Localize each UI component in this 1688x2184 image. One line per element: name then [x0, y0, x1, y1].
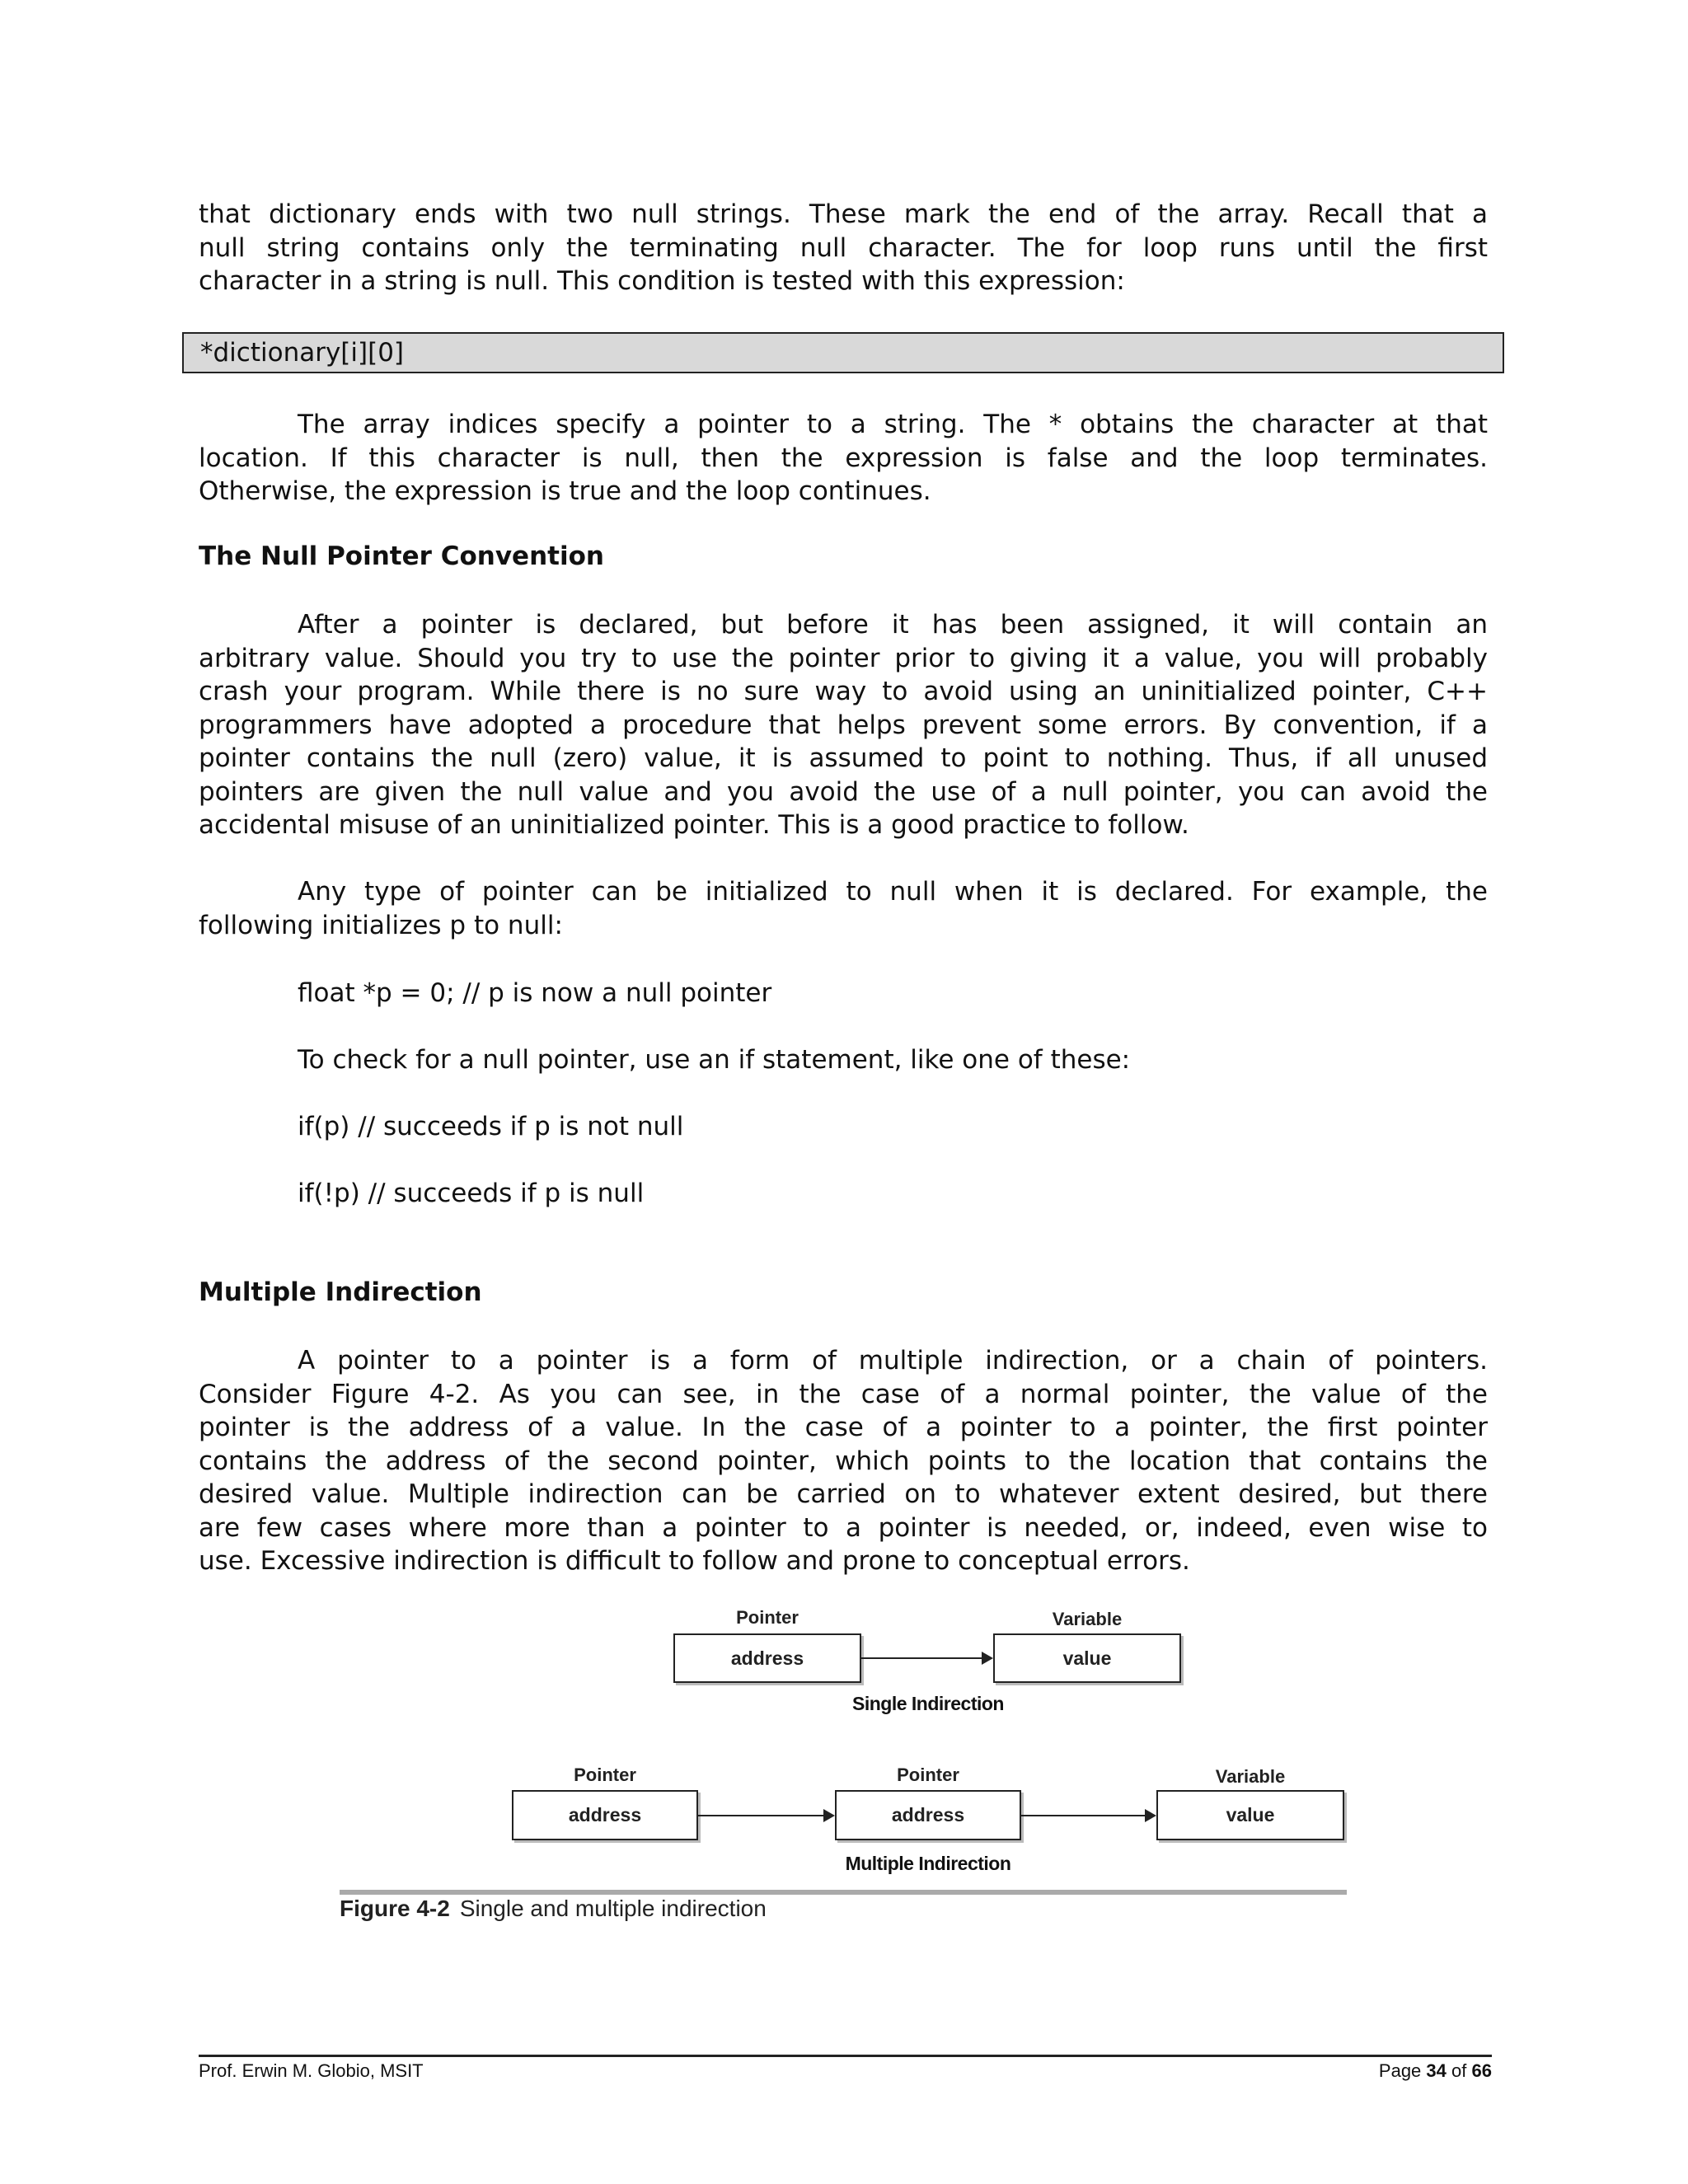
label-variable: Variable [1215, 1766, 1286, 1787]
text-line: pointer contains the null (zero) value, it is assumed to point to nothing. Thus, if all unused [199, 743, 1488, 773]
arrow-icon [861, 1657, 992, 1659]
text-line: The array indices specify a pointer to a string. The * obtains the character at that [298, 410, 1488, 439]
section-heading-null-pointer: The Null Pointer Convention [199, 541, 604, 571]
figure-number: Figure 4-2 [340, 1896, 450, 1921]
text-line: crash your program. While there is no sure way to avoid using an uninitialized pointer, C++ [199, 677, 1488, 706]
label-variable: Variable [1052, 1609, 1123, 1629]
pointer-box: address [835, 1790, 1021, 1840]
figure-rule [340, 1890, 1347, 1895]
text-line: After a pointer is declared, but before it has been assigned, it will contain an [298, 610, 1488, 640]
footer-page-number [1379, 2060, 1492, 2082]
text-line: Any type of pointer can be initialized to null when it is declared. For example, the [298, 877, 1488, 907]
code-float-null: float *p = 0; // p is now a null pointer [298, 978, 772, 1008]
variable-box: value [993, 1633, 1181, 1683]
code-if-not-p: if(!p) // succeeds if p is null [298, 1179, 645, 1208]
text-line: accidental misuse of an uninitialized pointer. This is a good practice to follow. [199, 810, 1189, 840]
code-if-p: if(p) // succeeds if p is not null [298, 1112, 684, 1141]
text-line: A pointer to a pointer is a form of multiple indirection, or a chain of pointers. [298, 1346, 1488, 1376]
text-line: that dictionary ends with two null strings. These mark the end of the array. Recall that a [199, 199, 1488, 229]
label-pointer: Pointer [897, 1765, 959, 1785]
text-line: location. If this character is null, then the expression is false and the loop terminates. [199, 443, 1488, 473]
paragraph-initialize-null [199, 875, 1488, 942]
pointer-box: address [512, 1790, 698, 1840]
text-line: Consider Figure 4-2. As you can see, in the case of a normal pointer, the value of the [199, 1379, 1488, 1409]
arrow-icon [698, 1815, 833, 1816]
text-line: character in a string is null. This condition is tested with this expression: [199, 266, 1125, 296]
label-pointer: Pointer [736, 1607, 799, 1628]
label-pointer: Pointer [574, 1765, 636, 1785]
footer-author: Prof. Erwin M. Globio, MSIT [199, 2060, 424, 2081]
code-block-expression: *dictionary[i][0] [182, 332, 1504, 373]
footer-divider [199, 2055, 1492, 2057]
text-line: desired value. Multiple indirection can be carried on to whatever extent desired, but there [199, 1479, 1488, 1509]
text-line: are few cases where more than a pointer to a pointer is needed, or, indeed, even wise to [199, 1512, 1488, 1543]
text-line: contains the address of the second pointer, which points to the location that contains the [199, 1446, 1488, 1476]
page-current: 34 [1426, 2060, 1447, 2081]
text-line: use. Excessive indirection is difficult to follow and prone to conceptual errors. [199, 1546, 1190, 1576]
figure-caption [340, 1896, 767, 1922]
text-line: pointers are given the null value and you avoid the use of a null pointer, you can avoid the [199, 776, 1488, 807]
text-line: arbitrary value. Should you try to use the pointer prior to giving it a value, you will probably [199, 643, 1488, 673]
paragraph-null-pointer [199, 608, 1488, 842]
text-line: following initializes p to null: [199, 910, 563, 940]
text-line: null string contains only the terminating null character. The for loop runs until the first [199, 232, 1488, 263]
variable-box: value [1156, 1790, 1344, 1840]
text-line: pointer is the address of a value. In the case of a pointer to a pointer, the first pointer [199, 1413, 1488, 1442]
paragraph-multiple-indirection [199, 1344, 1488, 1578]
pointer-box: address [673, 1633, 861, 1683]
figure-caption-text: Single and multiple indirection [459, 1896, 767, 1921]
page-total: 66 [1471, 2060, 1492, 2081]
label-single-indirection: Single Indirection [852, 1693, 1004, 1714]
text-line: programmers have adopted a procedure that helps prevent some errors. By convention, if a [199, 710, 1488, 740]
page-of: of [1451, 2060, 1467, 2081]
section-heading-multiple-indirection: Multiple Indirection [199, 1277, 482, 1307]
paragraph-dictionary-end [199, 198, 1488, 298]
page-prefix: Page [1378, 2060, 1422, 2081]
text-check-null: To check for a null pointer, use an if statement, like one of these: [298, 1045, 1131, 1075]
paragraph-array-indices [199, 408, 1488, 509]
label-multiple-indirection: Multiple Indirection [845, 1853, 1011, 1874]
arrow-icon [1021, 1815, 1155, 1816]
text-line: Otherwise, the expression is true and the loop continues. [199, 476, 931, 506]
